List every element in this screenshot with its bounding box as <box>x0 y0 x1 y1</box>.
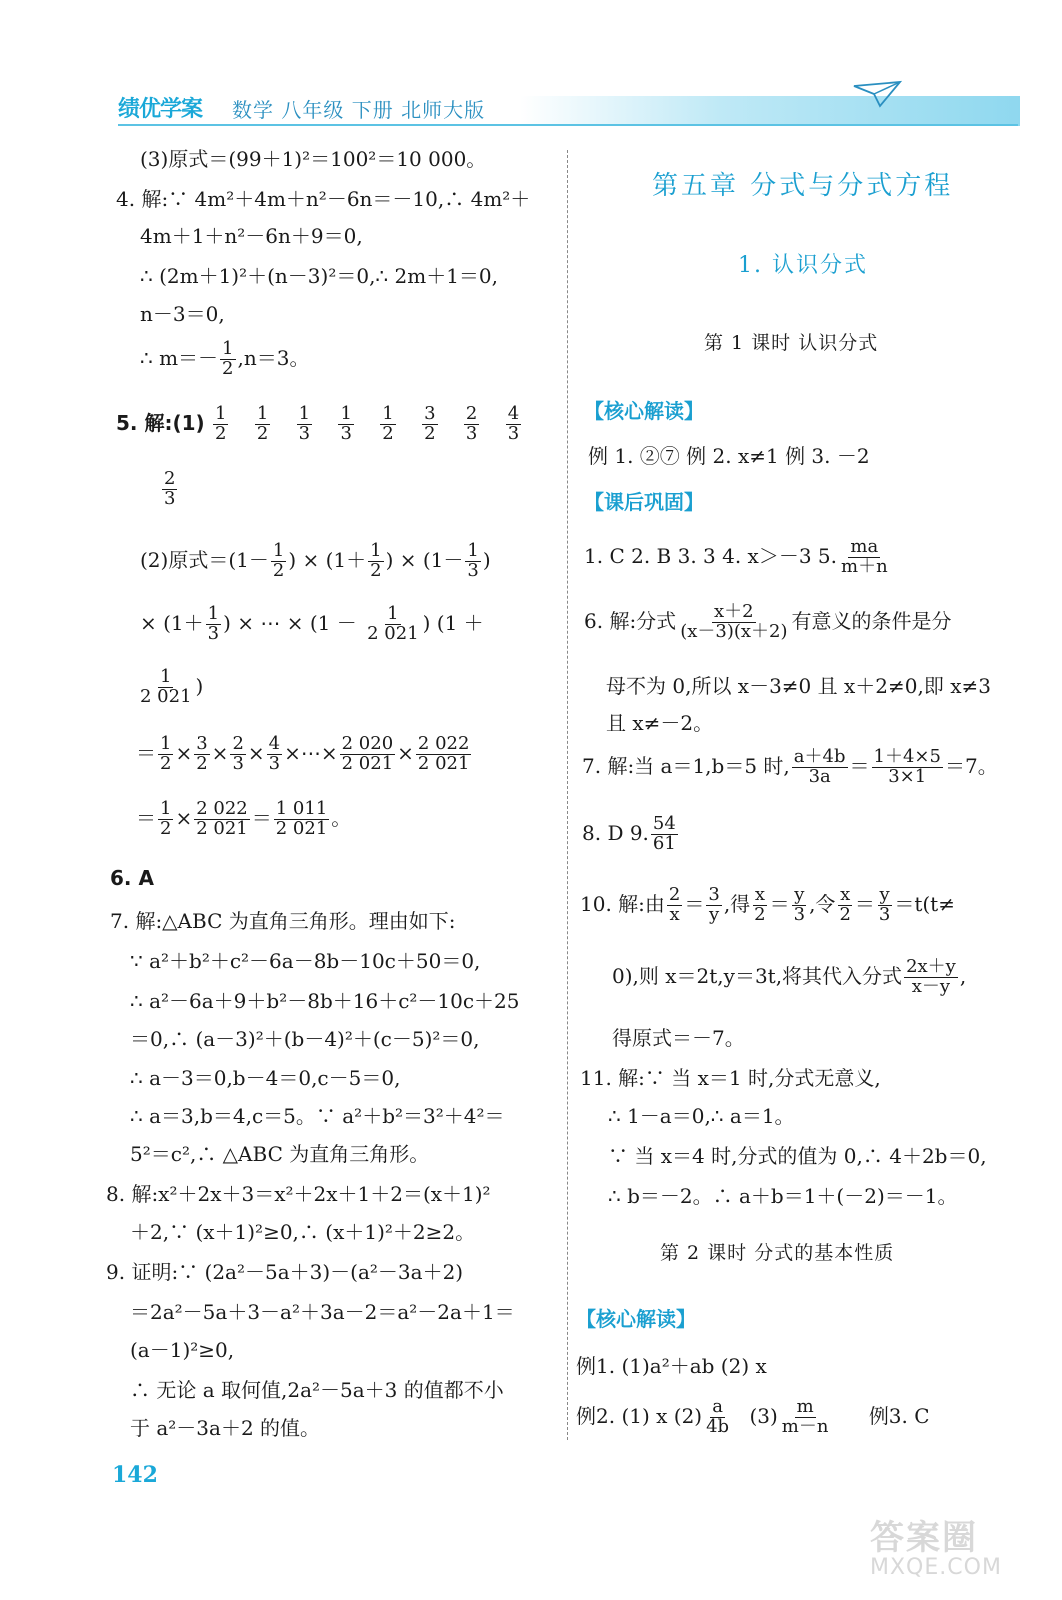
fraction <box>365 605 421 644</box>
numerator: 1 <box>222 338 234 359</box>
numerator: 1 <box>160 733 172 754</box>
numerator: 2 <box>164 468 176 489</box>
text-line: 5²＝c²,∴ △ABC 为直角三角形。 <box>130 1142 430 1166</box>
numerator: 3 <box>708 884 720 905</box>
text-line: 6. A <box>110 866 154 890</box>
text: 例3. C <box>868 1403 930 1428</box>
numerator: 1 <box>370 540 382 561</box>
page-number: 142 <box>112 1462 158 1488</box>
denominator: 3 <box>465 422 478 444</box>
numerator: x <box>754 884 765 905</box>
denominator: 2 <box>382 422 394 444</box>
text: ,n＝3。 <box>237 345 310 370</box>
fraction <box>213 405 228 444</box>
text: ＝ <box>849 753 870 778</box>
fraction <box>338 405 353 444</box>
fraction <box>274 800 330 839</box>
text-line: ∴ a－3＝0,b－4＝0,c－5＝0, <box>130 1066 401 1090</box>
denominator: x－y <box>911 975 951 997</box>
denominator: 2 021 <box>341 752 394 774</box>
numerator: 3 <box>196 733 208 754</box>
fraction <box>206 605 221 644</box>
denominator: 3 <box>467 559 479 581</box>
text-line: ＝ $\frac{1}{2}$ × $\frac{3}{2}$ × $\frac{2}{3}$ × $\frac{4}{3}$ ×⋯× $\frac{2 020}{2 021}$ × $\frac{2 022}{2 021}$ <box>136 733 470 774</box>
denominator: 2 <box>754 903 766 925</box>
denominator: 2 <box>160 817 172 839</box>
denominator: 2 021 <box>140 685 192 707</box>
text: (3) <box>749 1403 778 1428</box>
text: ＝ <box>136 740 156 765</box>
numerator: 1 <box>340 403 352 424</box>
text-line: 4. 解:∵ 4m²＋4m＋n²－6n＝－10,∴ 4m²＋ <box>116 187 531 211</box>
denominator: 3 <box>268 752 281 774</box>
denominator: 3 <box>164 487 176 509</box>
text: ＝ <box>136 805 156 830</box>
numerator: a <box>712 1396 723 1417</box>
fraction <box>255 405 270 444</box>
text-line: ∴ a＝3,b＝4,c＝5。∵ a²＋b²＝3²＋4²＝ <box>130 1104 505 1128</box>
fraction <box>340 735 396 774</box>
text-line: ∴ 无论 a 取何值,2a²－5a＋3 的值都不小 <box>130 1378 504 1402</box>
fraction <box>792 886 807 925</box>
numerator: 1 <box>382 403 394 424</box>
denominator: 3 <box>207 622 220 644</box>
fraction <box>267 735 282 774</box>
text: ,令 <box>809 891 836 916</box>
fraction <box>877 886 892 925</box>
fraction <box>704 1398 731 1437</box>
text-line: 7. 解:△ABC 为直角三角形。理由如下: <box>110 909 456 933</box>
text: 0),则 x＝2t,y＝3t,将其代入分式 <box>612 963 903 988</box>
numerator: 4 <box>507 403 520 424</box>
numerator: m <box>796 1396 814 1417</box>
text: 10. 解:由 <box>580 891 665 916</box>
fraction <box>220 340 235 379</box>
text-line <box>582 815 680 854</box>
text: (2)原式＝ <box>140 547 229 572</box>
text-line: ∴ a²－6a＋9＋b²－8b＋16＋c²－10c＋25 <box>130 989 520 1013</box>
denominator: 3 <box>507 422 520 444</box>
numerator: 1 <box>298 403 311 424</box>
column-divider <box>567 150 568 1440</box>
text-line: 9. 证明:∵ (2a²－5a＋3)－(a²－3a＋2) <box>106 1260 464 1284</box>
text-line: 例 1. ②⑦ 例 2. x≠1 例 3. －2 <box>588 444 870 468</box>
denominator: 2 <box>222 357 234 379</box>
text-line <box>612 958 966 997</box>
fraction <box>416 735 472 774</box>
text: ＝ <box>854 891 875 916</box>
numerator: y <box>794 884 805 905</box>
text: 8. D 9. <box>582 820 649 845</box>
denominator: m＋n <box>841 555 888 577</box>
fraction <box>839 538 890 577</box>
denominator: 2 <box>272 559 285 581</box>
numerator: 1＋4×5 <box>873 746 941 767</box>
fraction <box>138 668 194 707</box>
denominator: 2 <box>256 422 269 444</box>
denominator: 3 <box>340 422 352 444</box>
text: ,得 <box>723 891 751 916</box>
numerator: 2 022 <box>417 733 470 754</box>
chapter-title: 第五章 分式与分式方程 <box>652 171 954 201</box>
text: 6. 解:分式 <box>584 608 677 633</box>
numerator: 2 022 <box>196 798 248 819</box>
numerator: 1 <box>272 540 285 561</box>
denominator: 4b <box>706 1415 730 1437</box>
text-line: (2)原式＝(1－ $\frac{1}{2}$ ) × (1＋ $\frac{1}{2}$ ) × (1－ $\frac{1}{3}$ ) <box>140 540 491 581</box>
text-line: ∴ 1－a＝0,∴ a＝1。 <box>608 1104 795 1128</box>
numerator: 4 <box>268 733 281 754</box>
fraction <box>465 542 480 581</box>
denominator: 2 <box>196 752 208 774</box>
text: ＝7。 <box>944 753 998 778</box>
numerator: a＋4b <box>793 746 846 767</box>
fraction <box>368 542 383 581</box>
denominator: 2 021 <box>417 752 470 774</box>
denominator: 3 <box>878 903 891 925</box>
text-line: 4m＋1＋n²－6n＋9＝0, <box>140 224 363 248</box>
denominator: 2 021 <box>196 817 248 839</box>
numerator: 1 <box>160 798 172 819</box>
header-rule <box>118 124 1018 126</box>
fraction <box>667 886 682 925</box>
fraction <box>706 886 721 925</box>
text-line: (3)原式＝(99＋1)²＝100²＝10 000。 <box>140 147 487 171</box>
numerator: 2 <box>232 733 244 754</box>
text-line: n－3＝0, <box>140 302 225 326</box>
fraction <box>297 405 312 444</box>
text: 5. 解:(1) <box>116 410 205 435</box>
denominator: 3 <box>793 903 806 925</box>
numerator: 1 <box>215 403 227 424</box>
numerator: 1 <box>256 403 269 424</box>
text-line: (a－1)²≥0, <box>130 1338 235 1362</box>
fraction <box>380 405 395 444</box>
numerator: 1 <box>467 540 479 561</box>
brand-logo: 绩优学案 <box>118 97 203 122</box>
text: 1. C 2. B 3. 3 4. x＞－3 5. <box>584 543 837 568</box>
section-tag: 【核心解读】 <box>584 399 704 423</box>
numerator: 1 011 <box>275 798 328 819</box>
denominator: m－n <box>781 1415 829 1437</box>
denominator: y <box>709 903 720 925</box>
numerator: 1 <box>160 666 172 687</box>
denominator: 3 <box>298 422 311 444</box>
text-line: × (1＋ $\frac{1}{3}$ ) × ⋯ × (1 － $\frac{1}{2 021}$ ) (1 ＋ <box>140 603 484 644</box>
numerator: 2 <box>465 403 478 424</box>
text: ＝ <box>684 891 705 916</box>
fraction <box>792 748 848 787</box>
text-line: 于 a²－3a＋2 的值。 <box>130 1416 321 1440</box>
fraction <box>230 735 245 774</box>
text-line: ＝0,∴ (a－3)²＋(b－4)²＋(c－5)²＝0, <box>130 1027 480 1051</box>
text-line: $\frac{1}{2 021}$ ) <box>140 666 204 707</box>
text-line <box>580 886 955 925</box>
text: , <box>959 963 967 988</box>
text-line: ＝ $\frac{1}{2}$ × $\frac{2 022}{2 021}$ ＝ $\frac{1 011}{2 021}$ 。 <box>136 798 352 839</box>
text-line: 11. 解:∵ 当 x＝1 时,分式无意义, <box>580 1066 881 1090</box>
numerator: 1 <box>387 603 399 624</box>
header-band <box>520 96 1020 126</box>
text-line <box>116 405 523 444</box>
text: ∴ m＝－ <box>140 345 219 370</box>
denominator: 2 <box>839 903 851 925</box>
fraction <box>872 748 943 787</box>
header-meta: 数学 八年级 下册 北师大版 <box>232 98 486 122</box>
numerator: y <box>879 884 890 905</box>
numerator: ma <box>850 536 879 557</box>
fraction <box>837 886 852 925</box>
lesson-title: 第 1 课时 认识分式 <box>704 332 879 354</box>
denominator: x <box>669 903 680 925</box>
section-title: 1. 认识分式 <box>738 253 868 278</box>
text-line: ∵ a²＋b²＋c²－6a－8b－10c＋50＝0, <box>130 949 481 973</box>
text-line: ∵ 当 x＝4 时,分式的值为 0,∴ 4＋2b＝0, <box>608 1144 987 1168</box>
fraction <box>506 405 521 444</box>
numerator: x <box>840 884 851 905</box>
denominator: 2 <box>424 422 436 444</box>
denominator: 2 021 <box>275 817 328 839</box>
numerator: 2 <box>668 884 681 905</box>
fraction <box>678 603 789 642</box>
text: 7. 解:当 a＝1,b＝5 时, <box>582 753 790 778</box>
text-line: 得原式＝－7。 <box>612 1026 745 1050</box>
fraction <box>752 886 767 925</box>
numerator: 2 020 <box>341 733 394 754</box>
numerator: 3 <box>424 403 436 424</box>
numerator: 1 <box>207 603 220 624</box>
text-line: ＝2a²－5a＋3－a²＋3a－2＝a²－2a＋1＝ <box>130 1300 515 1324</box>
lesson-title: 第 2 课时 分式的基本性质 <box>660 1242 895 1264</box>
text-line <box>140 340 309 379</box>
text-line <box>584 538 892 577</box>
denominator: 2 <box>160 752 172 774</box>
numerator: 2x＋y <box>906 956 956 977</box>
text-line: ∴ b＝－2。∴ a＋b＝1＋(－2)＝－1。 <box>608 1184 958 1208</box>
fraction <box>651 815 678 854</box>
denominator: 2 021 <box>367 622 419 644</box>
text-line: 8. 解:x²＋2x＋3＝x²＋2x＋1＋2＝(x＋1)² <box>106 1182 491 1206</box>
text-line <box>160 470 179 509</box>
denominator: 3×1 <box>888 765 927 787</box>
text-line: 例1. (1)a²＋ab (2) x <box>576 1354 767 1378</box>
denominator: 2 <box>215 422 227 444</box>
section-tag: 【核心解读】 <box>576 1307 696 1331</box>
text: ＝t(t≠ <box>894 891 955 916</box>
denominator: 61 <box>652 832 676 854</box>
text: ＝ <box>769 891 790 916</box>
text-line: 且 x≠－2。 <box>606 711 714 735</box>
fraction <box>904 958 958 997</box>
watermark-url: MXQE.COM <box>870 1555 1002 1580</box>
fraction <box>194 735 209 774</box>
text: 例2. (1) x (2) <box>576 1403 703 1428</box>
text-line: 母不为 0,所以 x－3≠0 且 x＋2≠0,即 x≠3 <box>606 674 991 698</box>
fraction <box>194 800 250 839</box>
text: 有意义的条件是分 <box>791 608 952 633</box>
watermark <box>870 1510 1040 1580</box>
denominator: 3 <box>232 752 244 774</box>
denominator: 3a <box>808 765 831 787</box>
fraction <box>162 470 177 509</box>
denominator: (x－3)(x＋2) <box>680 620 788 642</box>
fraction <box>422 405 437 444</box>
fraction <box>464 405 479 444</box>
fraction <box>158 735 173 774</box>
text-line: ∴ (2m＋1)²＋(n－3)²＝0,∴ 2m＋1＝0, <box>140 264 499 288</box>
numerator: 54 <box>652 813 676 834</box>
text-line <box>582 748 998 787</box>
text-line <box>576 1398 930 1437</box>
text-line <box>584 603 951 642</box>
fraction <box>158 800 173 839</box>
denominator: 2 <box>370 559 382 581</box>
paper-plane-icon <box>852 78 902 108</box>
fraction <box>780 1398 831 1437</box>
fraction <box>271 542 286 581</box>
section-tag: 【课后巩固】 <box>584 490 704 514</box>
numerator: x＋2 <box>714 601 754 622</box>
watermark-title: 答案圈 <box>870 1518 978 1558</box>
text-line: ＋2,∵ (x＋1)²≥0,∴ (x＋1)²＋2≥2。 <box>130 1220 476 1244</box>
